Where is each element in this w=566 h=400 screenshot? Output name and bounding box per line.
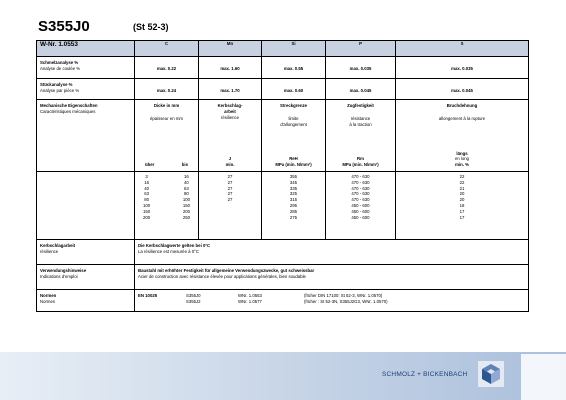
value-cell: 27 bbox=[227, 179, 233, 185]
impact-row-text bbox=[135, 240, 529, 265]
specification-table bbox=[36, 40, 529, 312]
value-cell: 200 bbox=[182, 208, 190, 214]
norm-standard: EN 10025 bbox=[138, 293, 158, 298]
norm-grade-1: S355J0 bbox=[186, 293, 201, 298]
thickness-to-label: bis bbox=[181, 162, 188, 168]
norms-label-fr: Normes bbox=[40, 298, 56, 304]
piece-analysis-row bbox=[37, 79, 529, 100]
norms-label bbox=[37, 290, 135, 312]
mech-label-fr: Caractéristiques mécaniques bbox=[40, 108, 96, 114]
impact-row-label-de: Kerbschlagarbeit bbox=[40, 243, 76, 248]
usage-text-de: Baustahl mit erhöhter Festigkeit für allgemeine Verwendungszwecke, gut schweissbar bbox=[138, 268, 315, 273]
value-cell: 100 bbox=[143, 202, 151, 208]
page-title: S355J0 bbox=[38, 18, 90, 35]
melt-label-de: Schmelzanalyse % bbox=[40, 60, 79, 65]
yield-fr-1: limite bbox=[288, 115, 299, 121]
tensile-fr-1: résistance bbox=[350, 115, 371, 121]
value-cell: 21 bbox=[459, 185, 465, 191]
thickness-de: Dicke in mm bbox=[153, 103, 180, 108]
piece-s: max. 0.045 bbox=[396, 79, 529, 100]
usage-label-fr: Indications d'emploi bbox=[40, 273, 78, 279]
melt-c: max. 0.22 bbox=[135, 57, 199, 79]
impact-unit bbox=[199, 156, 261, 168]
impact-row-label bbox=[37, 240, 135, 265]
melt-p: max. 0.035 bbox=[326, 57, 396, 79]
tensile-fr-2: à la traction bbox=[349, 121, 372, 127]
value-cell: 295 bbox=[289, 202, 298, 208]
impact-unit-2: min. bbox=[225, 162, 235, 168]
thickness-from-label: über bbox=[145, 162, 155, 168]
impact-header bbox=[199, 100, 262, 172]
elongation-fr: allongement à la rupture bbox=[438, 115, 486, 121]
melt-s: max. 0.035 bbox=[396, 57, 529, 79]
value-cell: 470 - 630 bbox=[351, 174, 370, 179]
value-cell: 315 bbox=[289, 197, 298, 203]
yield-values bbox=[262, 172, 326, 240]
value-cell: 16 bbox=[144, 179, 149, 185]
value-cell: 150 bbox=[143, 208, 151, 214]
elongation-unit-2: en long bbox=[454, 156, 470, 162]
usage-text-fr: Acier de construction avec résistance élevée pour applications générales, bien soudable bbox=[138, 273, 306, 279]
value-cell: 325 bbox=[289, 191, 298, 197]
norm-grade-2: S355J2 bbox=[186, 298, 201, 304]
norm-grades bbox=[186, 293, 238, 305]
yield-unit-2: MPa (min. N/mm²) bbox=[275, 162, 312, 168]
value-cell: 100 bbox=[182, 197, 190, 203]
impact-de-1: Kerbschlag- bbox=[217, 103, 243, 108]
elongation-header bbox=[396, 100, 529, 172]
value-cell: 80 bbox=[144, 197, 149, 203]
value-cell: 80 bbox=[184, 191, 189, 197]
col-header-mn: Mn bbox=[199, 41, 262, 57]
value-cell: 470 - 630 bbox=[351, 191, 370, 197]
piece-analysis-label bbox=[37, 79, 135, 100]
elongation-values bbox=[396, 172, 529, 240]
impact-de-2: arbeit bbox=[224, 108, 236, 114]
value-cell: 63 bbox=[144, 191, 149, 197]
piece-mn: max. 1.70 bbox=[199, 79, 262, 100]
header-row bbox=[37, 41, 529, 57]
piece-label-de: Stückanalyse % bbox=[40, 82, 73, 87]
value-cell: 470 - 630 bbox=[351, 179, 370, 185]
yield-fr-2: d'allongement bbox=[280, 121, 307, 127]
impact-row bbox=[37, 240, 529, 265]
tensile-de: Zugfestigkeit bbox=[347, 103, 374, 108]
value-cell: 275 bbox=[289, 214, 298, 220]
usage-label-de: Verwendungshinweise bbox=[40, 268, 87, 273]
value-cell: 18 bbox=[459, 202, 465, 208]
value-cell: 22 bbox=[459, 179, 465, 185]
norm-wnr-1: WNr. 1.0553 bbox=[238, 293, 262, 298]
col-header-s: S bbox=[396, 41, 529, 57]
piece-p: max. 0.045 bbox=[326, 79, 396, 100]
yield-unit bbox=[262, 156, 325, 168]
norms-label-de: Normen bbox=[40, 293, 57, 298]
piece-c: max. 0.24 bbox=[135, 79, 199, 100]
thickness-range-header bbox=[135, 162, 198, 168]
value-cell: 355 bbox=[289, 174, 298, 179]
value-cell: 16 bbox=[184, 174, 189, 179]
value-cell: 17 bbox=[459, 214, 465, 220]
value-cell: 27 bbox=[227, 197, 233, 203]
norm-previous bbox=[304, 293, 388, 305]
melt-analysis-label bbox=[37, 57, 135, 79]
value-cell: 450 - 600 bbox=[351, 208, 370, 214]
melt-label-fr: Analyse de coulée % bbox=[40, 65, 81, 71]
value-cell: 27 bbox=[227, 191, 233, 197]
page-subtitle: (St 52-3) bbox=[133, 22, 169, 32]
melt-si: max. 0.55 bbox=[262, 57, 326, 79]
footer-corner-panel bbox=[521, 354, 566, 400]
tensile-unit bbox=[326, 156, 395, 168]
thickness-to-list bbox=[183, 174, 190, 220]
impact-values bbox=[199, 172, 262, 240]
tensile-header bbox=[326, 100, 396, 172]
mech-label-de: Mechanische Eigenschaften bbox=[40, 103, 98, 108]
value-cell: 27 bbox=[227, 185, 233, 191]
mechanical-values-row bbox=[37, 172, 529, 240]
impact-unit-1: J bbox=[228, 156, 232, 162]
impact-fr: résilience bbox=[220, 114, 240, 120]
value-cell: 450 - 600 bbox=[351, 214, 370, 220]
piece-si: max. 0.60 bbox=[262, 79, 326, 100]
value-cell: 470 - 630 bbox=[351, 197, 370, 203]
elongation-de: Bruchdehnung bbox=[446, 103, 478, 108]
value-cell: 3 bbox=[145, 174, 148, 179]
mechanical-label bbox=[37, 100, 135, 172]
thickness-from-list bbox=[143, 174, 150, 220]
value-cell: 345 bbox=[289, 179, 298, 185]
usage-text bbox=[135, 265, 529, 290]
impact-row-label-fr: résilience bbox=[40, 248, 59, 254]
elongation-unit bbox=[396, 151, 528, 168]
thickness-header bbox=[135, 100, 199, 172]
material-number: W-Nr. 1.0553 bbox=[37, 41, 135, 57]
tensile-unit-1: Rm bbox=[357, 156, 364, 162]
melt-analysis-row bbox=[37, 57, 529, 79]
norm-wnr-2: WNr. 1.0577 bbox=[238, 298, 262, 304]
value-cell: 20 bbox=[459, 191, 465, 197]
piece-label-fr: Analyse par pièce % bbox=[40, 87, 80, 93]
col-header-c: C bbox=[135, 41, 199, 57]
elongation-unit-3: min. % bbox=[455, 162, 469, 168]
value-cell: 450 - 600 bbox=[351, 202, 370, 208]
yield-de: Streckgrenze bbox=[280, 103, 307, 108]
value-cell: 17 bbox=[459, 208, 465, 214]
value-cell: 20 bbox=[459, 197, 465, 203]
impact-row-text-fr: La résilience est mesurée à 0°C bbox=[138, 248, 199, 254]
norm-previous-1: (früher DIN 17100: St 52-3, WNr. 1.0570) bbox=[304, 293, 383, 298]
col-header-si: Si bbox=[262, 41, 326, 57]
usage-label bbox=[37, 265, 135, 290]
value-cell: 27 bbox=[227, 174, 233, 179]
mechanical-header-row bbox=[37, 100, 529, 172]
value-cell: 470 - 630 bbox=[351, 185, 370, 191]
tensile-values bbox=[326, 172, 396, 240]
elongation-unit-1: längs bbox=[456, 150, 468, 156]
yield-unit-1: ReH bbox=[289, 156, 298, 162]
values-label-empty bbox=[37, 172, 135, 240]
value-cell: 22 bbox=[459, 174, 465, 179]
thickness-values bbox=[135, 172, 199, 240]
usage-row bbox=[37, 265, 529, 290]
value-cell: 200 bbox=[143, 214, 151, 220]
tensile-unit-2: MPa (min. N/mm²) bbox=[342, 162, 379, 168]
brand-cube-icon bbox=[478, 361, 504, 387]
value-cell: 40 bbox=[144, 185, 149, 191]
brand-name: SCHMOLZ + BICKENBACH bbox=[382, 371, 468, 378]
norm-previous-2: (früher : St 52-3N, S355J2G3, WNr. 1.0570) bbox=[304, 298, 388, 304]
col-header-p: P bbox=[326, 41, 396, 57]
value-cell: 250 bbox=[182, 214, 190, 220]
thickness-fr: épaisseur en mm bbox=[150, 115, 183, 121]
value-cell: 285 bbox=[289, 208, 298, 214]
norms-content bbox=[135, 290, 529, 312]
value-cell: 63 bbox=[184, 185, 189, 191]
norms-row bbox=[37, 290, 529, 312]
value-cell: 40 bbox=[184, 179, 189, 185]
value-cell: 335 bbox=[289, 185, 298, 191]
impact-row-text-de: Die Kerbschlagwerte gelten bei 0°C bbox=[138, 243, 211, 248]
norm-wnrs bbox=[238, 293, 304, 305]
value-cell: 150 bbox=[182, 202, 190, 208]
melt-mn: max. 1.60 bbox=[199, 57, 262, 79]
yield-header bbox=[262, 100, 326, 172]
